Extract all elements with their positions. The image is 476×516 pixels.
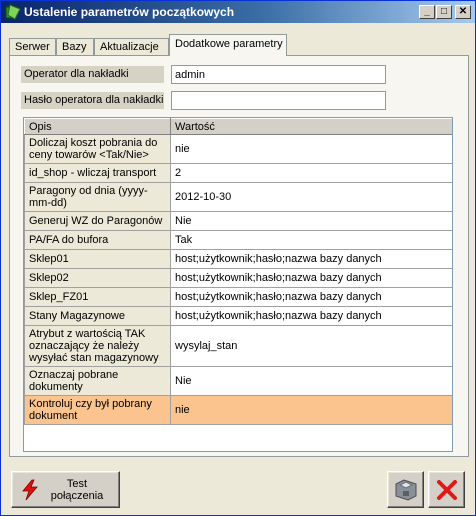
grid-row[interactable] bbox=[25, 288, 453, 307]
close-button[interactable]: ✕ bbox=[455, 5, 471, 19]
grid-row[interactable] bbox=[25, 307, 453, 326]
grid-row[interactable] bbox=[25, 367, 453, 396]
grid-row[interactable] bbox=[25, 231, 453, 250]
lightning-icon bbox=[20, 479, 40, 501]
password-input[interactable] bbox=[171, 91, 386, 110]
column-header-wartosc[interactable]: Wartość bbox=[171, 119, 453, 135]
row-key: Sklep_FZ01 bbox=[25, 288, 171, 307]
window-title: Ustalenie parametrów początkowych bbox=[24, 5, 235, 19]
tab-bazy[interactable] bbox=[56, 38, 94, 56]
grid-row[interactable] bbox=[25, 250, 453, 269]
row-key: Atrybut z wartością TAK oznaczający że należy wysyłać stan magazynowy bbox=[25, 326, 171, 367]
grid-row[interactable] bbox=[25, 269, 453, 288]
grid-row[interactable] bbox=[25, 135, 453, 164]
row-value[interactable]: Nie bbox=[171, 367, 453, 396]
test-connection-label: Test połączenia bbox=[50, 478, 104, 502]
maximize-button[interactable]: □ bbox=[436, 5, 452, 19]
grid-row[interactable] bbox=[25, 212, 453, 231]
row-key: Oznaczaj pobrane dokumenty bbox=[25, 367, 171, 396]
operator-label: Operator dla nakładki bbox=[21, 66, 164, 83]
row-key: Generuj WZ do Paragonów bbox=[25, 212, 171, 231]
row-key: Doliczaj koszt pobrania do ceny towarów <Tak/Nie> bbox=[25, 135, 171, 164]
row-value[interactable]: Tak bbox=[171, 231, 453, 250]
row-value[interactable]: nie bbox=[171, 396, 453, 425]
row-value[interactable]: host;użytkownik;hasło;nazwa bazy danych bbox=[171, 250, 453, 269]
tab-dodatkowe-parametry[interactable] bbox=[169, 34, 287, 56]
tab-label: Bazy bbox=[62, 41, 87, 53]
row-value[interactable]: nie bbox=[171, 135, 453, 164]
operator-input[interactable] bbox=[171, 65, 386, 84]
grid-row[interactable] bbox=[25, 183, 453, 212]
row-key: Sklep02 bbox=[25, 269, 171, 288]
grid-row-selected[interactable] bbox=[25, 396, 453, 425]
title-bar[interactable] bbox=[1, 1, 475, 23]
row-value[interactable]: wysylaj_stan bbox=[171, 326, 453, 367]
grid-header-row bbox=[25, 119, 453, 135]
floppy-disk-icon bbox=[394, 478, 418, 502]
tab-label: Serwer bbox=[15, 41, 50, 53]
row-value[interactable]: host;użytkownik;hasło;nazwa bazy danych bbox=[171, 288, 453, 307]
tab-page-dodatkowe-parametry bbox=[9, 55, 469, 457]
tab-label: Dodatkowe parametry bbox=[175, 38, 283, 50]
row-key: PA/FA do bufora bbox=[25, 231, 171, 250]
save-button[interactable] bbox=[387, 471, 424, 508]
cancel-button[interactable] bbox=[428, 471, 465, 508]
app-icon bbox=[5, 4, 21, 20]
password-label: Hasło operatora dla nakładki bbox=[21, 92, 164, 109]
row-value[interactable]: 2012-10-30 bbox=[171, 183, 453, 212]
tab-label: Aktualizacje bbox=[100, 41, 159, 53]
red-x-icon bbox=[436, 479, 458, 501]
row-key: id_shop - wliczaj transport bbox=[25, 164, 171, 183]
grid-row[interactable] bbox=[25, 164, 453, 183]
tab-serwer[interactable] bbox=[9, 38, 56, 56]
tab-aktualizacje[interactable] bbox=[94, 38, 169, 56]
grid-row[interactable] bbox=[25, 326, 453, 367]
row-value[interactable]: host;użytkownik;hasło;nazwa bazy danych bbox=[171, 269, 453, 288]
row-key: Stany Magazynowe bbox=[25, 307, 171, 326]
row-value[interactable]: host;użytkownik;hasło;nazwa bazy danych bbox=[171, 307, 453, 326]
row-key: Kontroluj czy był pobrany dokument bbox=[25, 396, 171, 425]
test-connection-button[interactable] bbox=[11, 471, 120, 508]
row-key: Sklep01 bbox=[25, 250, 171, 269]
column-header-opis[interactable]: Opis bbox=[25, 119, 171, 135]
parameters-grid[interactable] bbox=[23, 117, 453, 452]
row-value[interactable]: Nie bbox=[171, 212, 453, 231]
row-key: Paragony od dnia (yyyy-mm-dd) bbox=[25, 183, 171, 212]
row-value[interactable]: 2 bbox=[171, 164, 453, 183]
minimize-button[interactable]: _ bbox=[419, 5, 435, 19]
